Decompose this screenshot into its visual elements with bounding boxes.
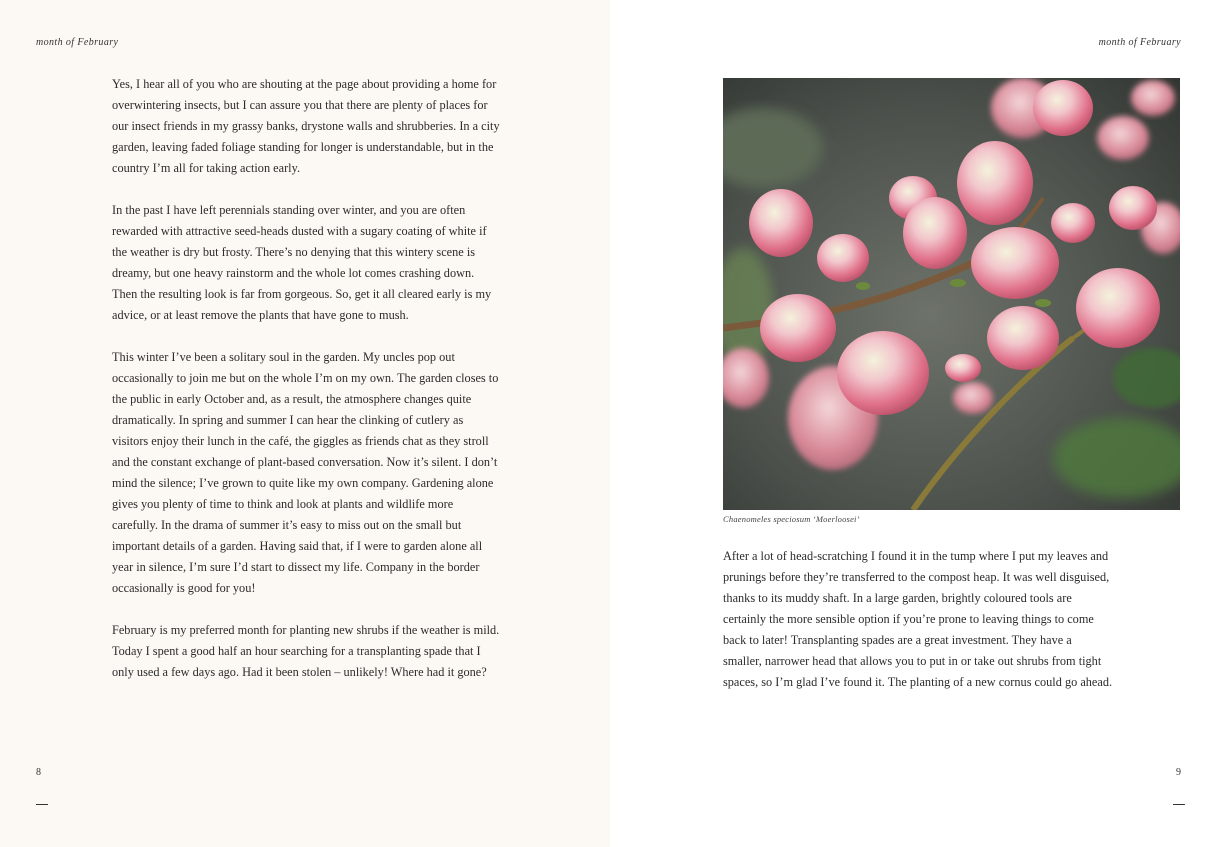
page-number-right: 9 bbox=[1176, 767, 1181, 778]
paragraph: Yes, I hear all of you who are shouting at the page about providing a home for overwintering insects, but I can assure you that there are plenty of places for our insect friends in my grassy banks, drystone walls and shrubberies. In a city garden, leaving faded foliage standing for longer is understandable, but in the country I’m all for taking action early. bbox=[112, 77, 500, 175]
photo-caption: Chaenomeles speciosum ‘Moerloosei’ bbox=[723, 514, 860, 524]
left-body-text bbox=[112, 74, 502, 704]
paragraph: In the past I have left perennials standing over winter, and you are often rewarded with attractive seed-heads dusted with a sugary coating of white if the weather is dry but frosty. There’s no denying that this wintery scene is dreamy, but one heavy rainstorm and the whole lot comes crashing down. Then the resulting look is far from gorgeous. So, get it all cleared early is my advice, or at least remove the plants that have gone to mush. bbox=[112, 203, 492, 322]
running-head-left: month of February bbox=[36, 37, 119, 48]
paragraph: This winter I’ve been a solitary soul in the garden. My uncles pop out occasionally to join me but on the whole I’m on my own. The garden closes to the public in early October and, as a result, the atmosphere changes quite dramatically. In spring and summer I can hear the clinking of cutlery as visitors enjoy their lunch in the café, the giggles as friends chat as they stroll and the constant exchange of plant-based conversation. Now it’s silent. I don’t mind the silence; I’ve grown to quite like my own company. Gardening alone gives you plenty of time to think and look at plants and wildlife more carefully. In the drama of summer it’s easy to miss out on the small but important details of a garden. Having said that, if I were to garden alone all year in silence, I’m sure I’d start to dissect my life. Company in the border occasionally is good for you! bbox=[112, 350, 499, 595]
right-page bbox=[610, 0, 1221, 847]
right-body-text bbox=[723, 546, 1113, 714]
running-head-right: month of February bbox=[1098, 37, 1181, 48]
quince-buds-photo bbox=[723, 78, 1180, 510]
paragraph: February is my preferred month for planting new shrubs if the weather is mild. Today I spent a good half an hour searching for a transplanting spade that I only used a few days ago. Had it been stolen – unlikely! Where had it gone? bbox=[112, 623, 500, 679]
folio-rule-right bbox=[1173, 804, 1185, 805]
folio-rule-left bbox=[36, 804, 48, 805]
paragraph: After a lot of head-scratching I found it in the tump where I put my leaves and prunings before they’re transferred to the compost heap. It was well disguised, thanks to its muddy shaft. In a large garden, brightly coloured tools are certainly the more sensible option if you’re prone to leaving things to come back to later! Transplanting spades are a great investment. They have a smaller, narrower head that allows you to put in or take out shrubs from tight spaces, so I’m glad I’ve found it. The planting of a new cornus could go ahead. bbox=[723, 549, 1113, 689]
page-number-left: 8 bbox=[36, 767, 41, 778]
left-page bbox=[0, 0, 610, 847]
